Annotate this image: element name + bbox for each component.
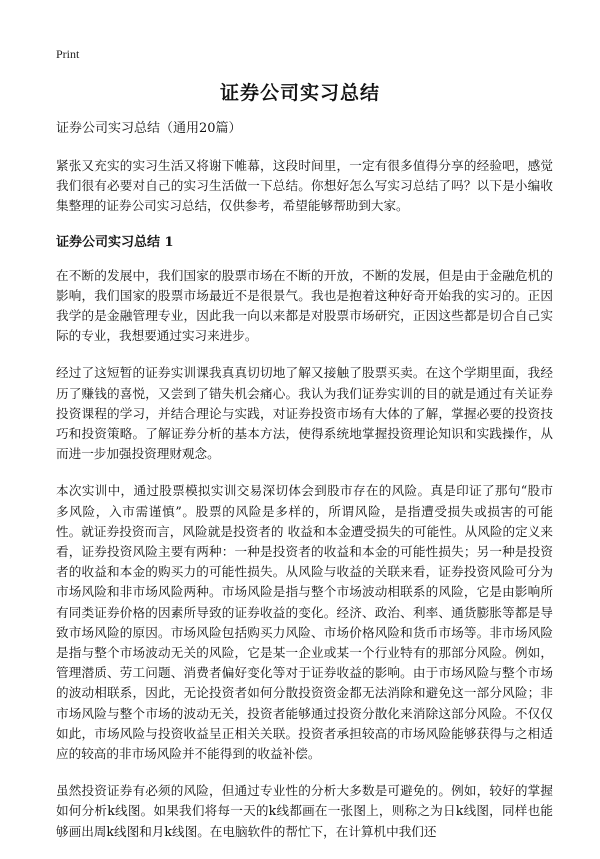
intro-paragraph: 紧张又充实的实习生活又将谢下帷幕，这段时间里，一定有很多值得分享的经验吧，感觉我们很有必要对自己的实习生活做一下总结。你想好怎么写实习总结了吗？以下是小编收集整理的证券公司实习总结，仅供参考，希望能够帮助到大家。	[56, 158, 553, 214]
body-paragraph-4: 虽然投资证券有必须的风险，但通过专业性的分析大多数是可避免的。例如，较好的掌握如何分析k线图。如果我们将每一天的k线都画在一张图上，则称之为日k线图，同样也能够画出周k线图和月k线图。在电脑软件的帮忙下，在计算机中我们还	[56, 783, 553, 839]
print-link[interactable]: Print	[56, 47, 80, 61]
page-title: 证券公司实习总结	[219, 82, 380, 104]
body-paragraph-3: 本次实训中，通过股票模拟实训交易深切体会到股市存在的风险。真是印证了那句“股市多风险，入市需谨慎”。股票的风险是多样的，所谓风险，是指遭受损失或损害的可能性。就证券投资而言，风险就是投资者的 收益和本金遭受损失的可能性。从风险的定义来看，证券投资风险主要有两种：一种是投资者的收益和本金的可能性损失；另一种是投资者的收益和本金的购买力的可能性损失。从风险与收益的关联来看，证券投资风险可分为市场风险和非市场风险两种。市场风险是指与整个市场波动相联系的风险，它是由影响所有同类证券价格的因素所导致的证券收益的变化。经济、政治、利率、通货膨胀等都是导致市场风险的原因。市场风险包括购买力风险、市场价格风险和货币市场等。非市场风险是指与整个市场波动无关的风险，它是某一企业或某一个行业特有的那部分风险。例如，管理潜质、劳工问题、消费者偏好变化等对于证券收益的影响。由于市场风险与整个市场的波动相联系，因此，无论投资者如何分散投资资金都无法消除和避免这一部分风险；非市场风险与整个市场的波动无关，投资者能够通过投资分散化来消除这部分风险。不仅仅如此，市场风险与投资收益呈正相关关联。投资者承担较高的市场风险能够获得与之相适应的较高的非市场风险并不能得到的收益补偿。	[56, 483, 553, 762]
body-paragraph-2: 经过了这短暂的证券实训课我真真切切地了解又接触了股票买卖。在这个学期里面，我经历了赚钱的喜悦，又尝到了错失机会痛心。我认为我们证券实训的目的就是通过有关证券投资课程的学习，并结合理论与实践，对证券投资市场有大体的了解，掌握必要的投资技巧和投资策略。了解证券分析的基本方法，使得系统地掌握投资理论知识和实践操作，从而进一步加强投资理财观念。	[56, 365, 553, 462]
document-subtitle: 证券公司实习总结（通用20篇）	[56, 121, 242, 136]
document-body	[56, 120, 553, 859]
section-heading: 证券公司实习总结 1	[56, 234, 174, 250]
body-paragraph-1: 在不断的发展中，我们国家的股票市场在不断的开放，不断的发展，但是由于金融危机的影响，我们国家的股票市场最近不是很景气。我也是抱着这种好奇开始我的实习的。正因我学的是金融管理专业，因此我一向以来都是对股票市场研究，正因这些都是切合自己实际的专业，我想要通过实习来进步。	[56, 267, 553, 344]
